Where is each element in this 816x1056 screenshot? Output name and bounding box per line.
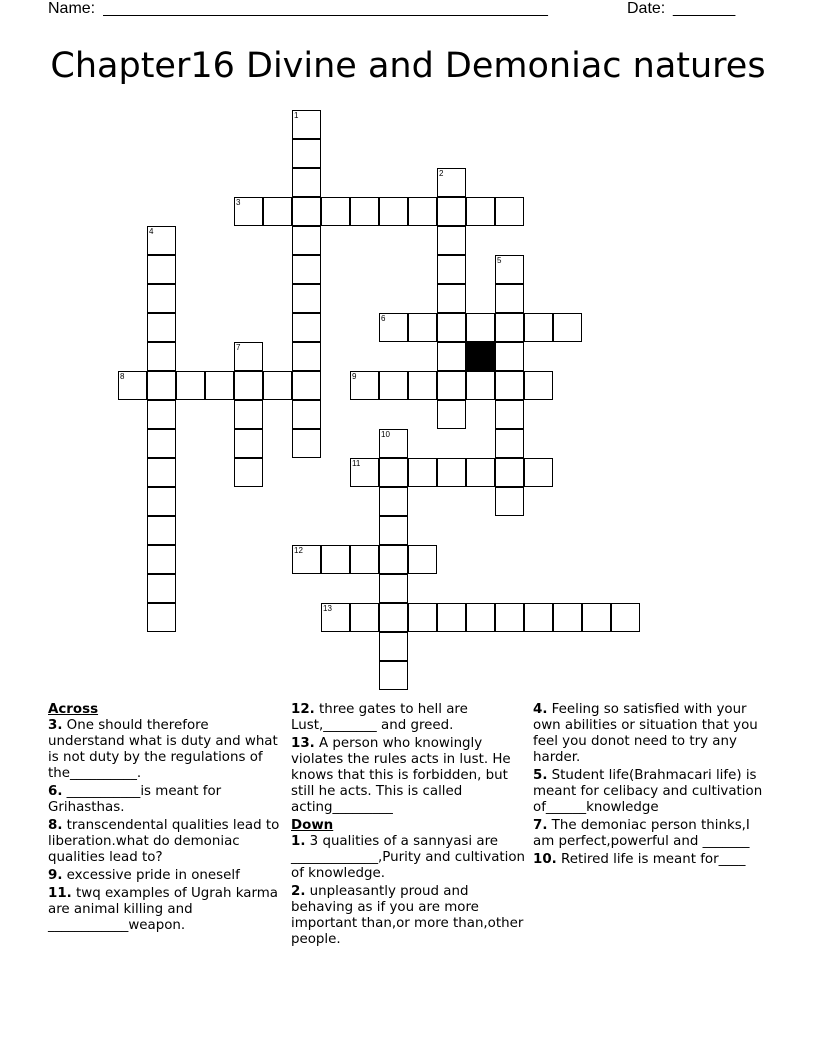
clue-down-2: 2. unpleasantly proud and behaving as if you are more important than,or more than,other people. bbox=[291, 884, 524, 947]
clue-across-9: 9. excessive pride in oneself bbox=[48, 868, 240, 883]
grid-cell[interactable] bbox=[234, 458, 263, 487]
grid-cell[interactable] bbox=[350, 371, 379, 400]
clue-number: 13 bbox=[323, 604, 332, 613]
clue-number: 12 bbox=[294, 546, 303, 555]
grid-cell[interactable] bbox=[524, 458, 553, 487]
grid-cell[interactable] bbox=[292, 371, 321, 400]
grid-cell[interactable] bbox=[118, 371, 147, 400]
clue-number: 10 bbox=[381, 430, 390, 439]
grid-cell[interactable] bbox=[495, 458, 524, 487]
grid-cell[interactable] bbox=[263, 371, 292, 400]
clue-number: 5 bbox=[497, 256, 502, 265]
grid-cell[interactable] bbox=[495, 429, 524, 458]
grid-cell[interactable] bbox=[292, 545, 321, 574]
grid-cell[interactable] bbox=[495, 371, 524, 400]
grid-cell[interactable] bbox=[350, 603, 379, 632]
grid-cell[interactable] bbox=[379, 603, 408, 632]
clue-across-13: 13. A person who knowingly violates the rules acts in lust. He knows that this is forbidden, but still he acts. This is called acting_________ bbox=[291, 736, 511, 815]
name-label: Name: bbox=[48, 0, 96, 17]
clue-number: 3 bbox=[236, 198, 241, 207]
grid-cell[interactable] bbox=[524, 313, 553, 342]
grid-cell[interactable] bbox=[147, 487, 176, 516]
grid-cell[interactable] bbox=[437, 400, 466, 429]
clue-across-8: 8. transcendental qualities lead to liberation.what do demoniac qualities lead to? bbox=[48, 818, 280, 865]
grid-cell[interactable] bbox=[292, 226, 321, 255]
grid-cell[interactable] bbox=[321, 197, 350, 226]
grid-cell[interactable] bbox=[408, 458, 437, 487]
grid-cell[interactable] bbox=[147, 313, 176, 342]
grid-cell[interactable] bbox=[350, 545, 379, 574]
clue-number: 2 bbox=[439, 169, 444, 178]
grid-cell[interactable] bbox=[234, 197, 263, 226]
grid-cell[interactable] bbox=[147, 603, 176, 632]
grid-cell[interactable] bbox=[379, 371, 408, 400]
grid-cell[interactable] bbox=[147, 255, 176, 284]
grid-cell[interactable] bbox=[147, 226, 176, 255]
grid-cell[interactable] bbox=[379, 313, 408, 342]
grid-cell[interactable] bbox=[495, 313, 524, 342]
grid-cell[interactable] bbox=[495, 487, 524, 516]
grid-cell[interactable] bbox=[292, 110, 321, 139]
grid-cell[interactable] bbox=[292, 313, 321, 342]
grid-cell[interactable] bbox=[292, 284, 321, 313]
clue-number: 4 bbox=[149, 227, 154, 236]
clue-number: 6 bbox=[381, 314, 386, 323]
clue-column-3 bbox=[533, 702, 769, 870]
grid-cell[interactable] bbox=[292, 197, 321, 226]
grid-cell[interactable] bbox=[350, 458, 379, 487]
grid-cell[interactable] bbox=[495, 400, 524, 429]
clue-number: 7 bbox=[236, 343, 241, 352]
grid-cell[interactable] bbox=[292, 342, 321, 371]
grid-cell[interactable] bbox=[350, 197, 379, 226]
across-heading: Across bbox=[48, 702, 99, 717]
clue-across-6: 6. ___________is meant for Grihasthas. bbox=[48, 784, 222, 815]
grid-cell[interactable] bbox=[553, 313, 582, 342]
grid-cell[interactable] bbox=[524, 603, 553, 632]
grid-cell[interactable] bbox=[379, 487, 408, 516]
grid-cell[interactable] bbox=[292, 400, 321, 429]
grid-cell[interactable] bbox=[176, 371, 205, 400]
date-line[interactable]: _______ bbox=[673, 0, 736, 17]
clue-down-1: 1. 3 qualities of a sannyasi are _____________,Purity and cultivation of knowledge. bbox=[291, 834, 526, 881]
grid-cell[interactable] bbox=[495, 255, 524, 284]
clue-down-10: 10. Retired life is meant for____ bbox=[533, 852, 746, 867]
grid-cell[interactable] bbox=[408, 545, 437, 574]
grid-cell[interactable] bbox=[379, 632, 408, 661]
grid-cell[interactable] bbox=[437, 255, 466, 284]
clue-down-7: 7. The demoniac person thinks,I am perfect,powerful and _______ bbox=[533, 818, 750, 849]
grid-cell[interactable] bbox=[321, 603, 350, 632]
grid-cell[interactable] bbox=[437, 313, 466, 342]
grid-cell[interactable] bbox=[205, 371, 234, 400]
clue-number: 11 bbox=[352, 459, 361, 468]
grid-cell[interactable] bbox=[147, 574, 176, 603]
grid-cell[interactable] bbox=[611, 603, 640, 632]
grid-cell[interactable] bbox=[321, 545, 350, 574]
date-label: Date: bbox=[627, 0, 666, 17]
grid-cell[interactable] bbox=[408, 603, 437, 632]
grid-cell[interactable] bbox=[466, 603, 495, 632]
grid-cell[interactable] bbox=[234, 429, 263, 458]
grid-cell[interactable] bbox=[379, 429, 408, 458]
grid-cell[interactable] bbox=[147, 342, 176, 371]
grid-cell[interactable] bbox=[234, 371, 263, 400]
grid-cell[interactable] bbox=[495, 197, 524, 226]
clue-down-4: 4. Feeling so satisfied with your own abilities or situation that you feel you donot need to try any harder. bbox=[533, 702, 758, 765]
grid-cell[interactable] bbox=[553, 603, 582, 632]
grid-cell[interactable] bbox=[147, 429, 176, 458]
grid-cell[interactable] bbox=[524, 371, 553, 400]
grid-cell[interactable] bbox=[292, 255, 321, 284]
name-line[interactable]: __________________________________________________ bbox=[103, 0, 548, 17]
grid-cell[interactable] bbox=[147, 371, 176, 400]
clue-number: 8 bbox=[120, 372, 125, 381]
grid-cell[interactable] bbox=[379, 574, 408, 603]
grid-cell[interactable] bbox=[234, 400, 263, 429]
grid-cell[interactable] bbox=[437, 342, 466, 371]
grid-cell[interactable] bbox=[466, 458, 495, 487]
grid-cell[interactable] bbox=[379, 458, 408, 487]
grid-cell[interactable] bbox=[408, 371, 437, 400]
grid-cell[interactable] bbox=[408, 197, 437, 226]
down-heading: Down bbox=[291, 818, 334, 833]
grid-cell[interactable] bbox=[292, 139, 321, 168]
grid-cell[interactable] bbox=[437, 284, 466, 313]
grid-cell[interactable] bbox=[379, 516, 408, 545]
grid-cell[interactable] bbox=[379, 545, 408, 574]
grid-cell[interactable] bbox=[466, 197, 495, 226]
clue-down-5: 5. Student life(Brahmacari life) is meant for celibacy and cultivation of______knowledge bbox=[533, 768, 763, 815]
grid-cell[interactable] bbox=[495, 284, 524, 313]
clue-across-3: 3. One should therefore understand what is duty and what is not duty by the regulations of the__________. bbox=[48, 718, 278, 781]
grid-cell[interactable] bbox=[495, 603, 524, 632]
grid-cell[interactable] bbox=[147, 458, 176, 487]
grid-cell[interactable] bbox=[147, 545, 176, 574]
grid-cell[interactable] bbox=[408, 313, 437, 342]
page-title: Chapter16 Divine and Demoniac natures bbox=[50, 46, 766, 86]
grid-cell[interactable] bbox=[147, 284, 176, 313]
clue-number: 1 bbox=[294, 111, 299, 120]
clue-column-2 bbox=[291, 702, 527, 950]
clue-column-1 bbox=[48, 702, 284, 936]
grid-cell[interactable] bbox=[466, 313, 495, 342]
block-cell bbox=[466, 342, 495, 371]
grid-cell[interactable] bbox=[437, 371, 466, 400]
grid-cell[interactable] bbox=[437, 226, 466, 255]
grid-cell[interactable] bbox=[379, 197, 408, 226]
grid-cell[interactable] bbox=[495, 342, 524, 371]
grid-cell[interactable] bbox=[263, 197, 292, 226]
grid-cell[interactable] bbox=[379, 661, 408, 690]
clue-number: 9 bbox=[352, 372, 357, 381]
grid-cell[interactable] bbox=[292, 429, 321, 458]
grid-cell[interactable] bbox=[437, 197, 466, 226]
grid-cell[interactable] bbox=[147, 400, 176, 429]
grid-cell[interactable] bbox=[466, 371, 495, 400]
clue-across-11: 11. twq examples of Ugrah karma are animal killing and ____________weapon. bbox=[48, 886, 278, 933]
grid-cell[interactable] bbox=[437, 458, 466, 487]
grid-cell[interactable] bbox=[147, 516, 176, 545]
grid-cell[interactable] bbox=[582, 603, 611, 632]
grid-cell[interactable] bbox=[234, 342, 263, 371]
clue-across-12: 12. three gates to hell are Lust,________ and greed. bbox=[291, 702, 468, 733]
grid-cell[interactable] bbox=[437, 603, 466, 632]
grid-cell[interactable] bbox=[437, 168, 466, 197]
grid-cell[interactable] bbox=[292, 168, 321, 197]
